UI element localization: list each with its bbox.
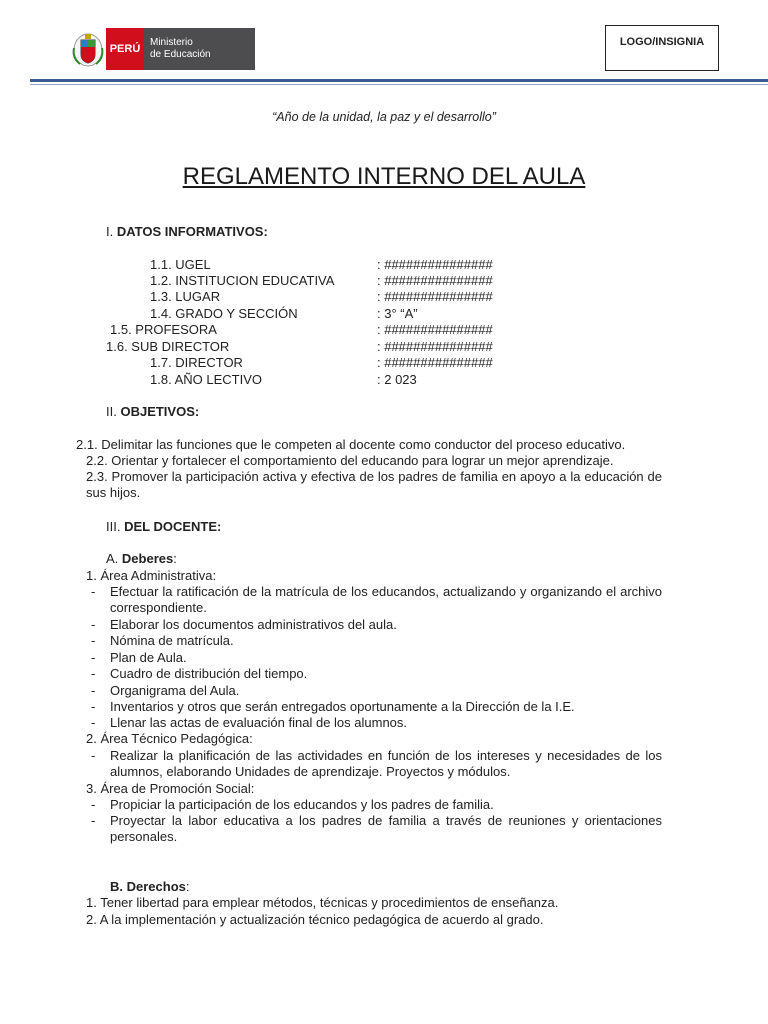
section-number: II. xyxy=(106,404,117,419)
info-label: 1.1. UGEL xyxy=(150,257,211,272)
area-heading: 1. Área Administrativa: xyxy=(86,568,217,583)
ministry-line1: Ministerio xyxy=(150,37,193,48)
rights-item: 1. Tener libertad para emplear métodos, técnicas y procedimientos de enseñanza. xyxy=(86,895,559,910)
list-item: Inventarios y otros que serán entregados oportunamente a la Dirección de la I.E. xyxy=(110,699,575,714)
info-value: : ############### xyxy=(377,273,493,288)
section-title: DEL DOCENTE: xyxy=(124,519,222,534)
section-title: OBJETIVOS: xyxy=(120,404,200,419)
subsection-title: Deberes xyxy=(121,551,174,566)
ministry-name xyxy=(144,28,255,70)
info-value: : ############### xyxy=(377,355,493,370)
list-item: Plan de Aula. xyxy=(110,650,187,665)
bullet-dash: - xyxy=(91,748,96,763)
subsection-title: Derechos xyxy=(126,879,186,894)
bullet-dash: - xyxy=(91,617,96,632)
list-item: Efectuar la ratificación de la matrícula de los educandos, actualizando y organizando el archivo correspondiente. xyxy=(110,584,662,615)
header-rule-thin xyxy=(30,84,768,85)
bullet-dash: - xyxy=(91,666,96,681)
ministry-line2: de Educación xyxy=(150,49,211,60)
list-item: Organigrama del Aula. xyxy=(110,683,240,698)
info-value: : ############### xyxy=(377,289,493,304)
objective-item: 2.2. Orientar y fortalecer el comportamiento del educando para lograr un mejor aprendizaje. xyxy=(86,453,614,468)
bullet-dash: - xyxy=(91,813,96,828)
section-heading xyxy=(106,404,199,420)
bullet-dash: - xyxy=(91,715,96,730)
area-heading: 2. Área Técnico Pedagógica: xyxy=(86,731,253,746)
subsection-prefix: B. xyxy=(110,879,123,894)
list-item: Proyectar la labor educativa a los padres de familia a través de reuniones y orientaciones personales. xyxy=(110,813,662,844)
section-number: I. xyxy=(106,224,114,239)
objective-item: 2.3. Promover la participación activa y efectiva de los padres de familia en apoyo a la educación de sus hijos. xyxy=(86,469,662,500)
header-rule xyxy=(30,79,768,82)
info-value: : 2 023 xyxy=(377,372,417,387)
list-item: Nómina de matrícula. xyxy=(110,633,234,648)
area-heading: 3. Área de Promoción Social: xyxy=(86,781,255,796)
coat-of-arms-icon xyxy=(70,28,106,70)
page-title: REGLAMENTO INTERNO DEL AULA xyxy=(182,163,586,190)
bullet-dash: - xyxy=(91,633,96,648)
info-label: 1.3. LUGAR xyxy=(150,289,221,304)
section-title: DATOS INFORMATIVOS: xyxy=(116,224,268,239)
ministry-logo xyxy=(70,28,255,70)
info-label: 1.4. GRADO Y SECCIÓN xyxy=(150,306,298,321)
subsection-prefix: A. xyxy=(106,551,119,566)
list-item: Propiciar la participación de los educandos y los padres de familia. xyxy=(110,797,494,812)
bullet-dash: - xyxy=(91,584,96,599)
section-number: III. xyxy=(106,519,121,534)
info-label: 1.7. DIRECTOR xyxy=(150,355,243,370)
list-item: Cuadro de distribución del tiempo. xyxy=(110,666,308,681)
info-label: 1.2. INSTITUCION EDUCATIVA xyxy=(150,273,335,288)
bullet-dash: - xyxy=(91,683,96,698)
info-label: 1.8. AÑO LECTIVO xyxy=(150,372,262,387)
list-item: Realizar la planificación de las actividades en función de los intereses y necesidades de los alumnos, elaborando Unidades de aprendizaje. Proyectos y módulos. xyxy=(110,748,662,779)
info-value: : ############### xyxy=(377,339,493,354)
logo-insignia-box: LOGO/INSIGNIA xyxy=(605,25,719,71)
bullet-dash: - xyxy=(91,650,96,665)
info-label: 1.5. PROFESORA xyxy=(110,322,217,337)
objective-item: 2.1. Delimitar las funciones que le competen al docente como conductor del proceso educativo. xyxy=(76,437,626,452)
info-value: : ############### xyxy=(377,322,493,337)
section-heading xyxy=(106,224,268,240)
info-value: : ############### xyxy=(377,257,493,272)
list-item: Elaborar los documentos administrativos del aula. xyxy=(110,617,397,632)
info-label: 1.6. SUB DIRECTOR xyxy=(106,339,230,354)
list-item: Llenar las actas de evaluación final de los alumnos. xyxy=(110,715,408,730)
year-motto: “Año de la unidad, la paz y el desarrollo” xyxy=(272,110,496,124)
bullet-dash: - xyxy=(91,797,96,812)
peru-label: PERÚ xyxy=(106,28,144,70)
rights-item: 2. A la implementación y actualización técnico pedagógica de acuerdo al grado. xyxy=(86,912,544,927)
info-value: : 3° “A” xyxy=(377,306,418,321)
bullet-dash: - xyxy=(91,699,96,714)
subsection-heading: A. Deberes: xyxy=(106,551,177,566)
section-heading xyxy=(106,519,221,535)
subsection-heading: B. Derechos: xyxy=(110,879,190,894)
